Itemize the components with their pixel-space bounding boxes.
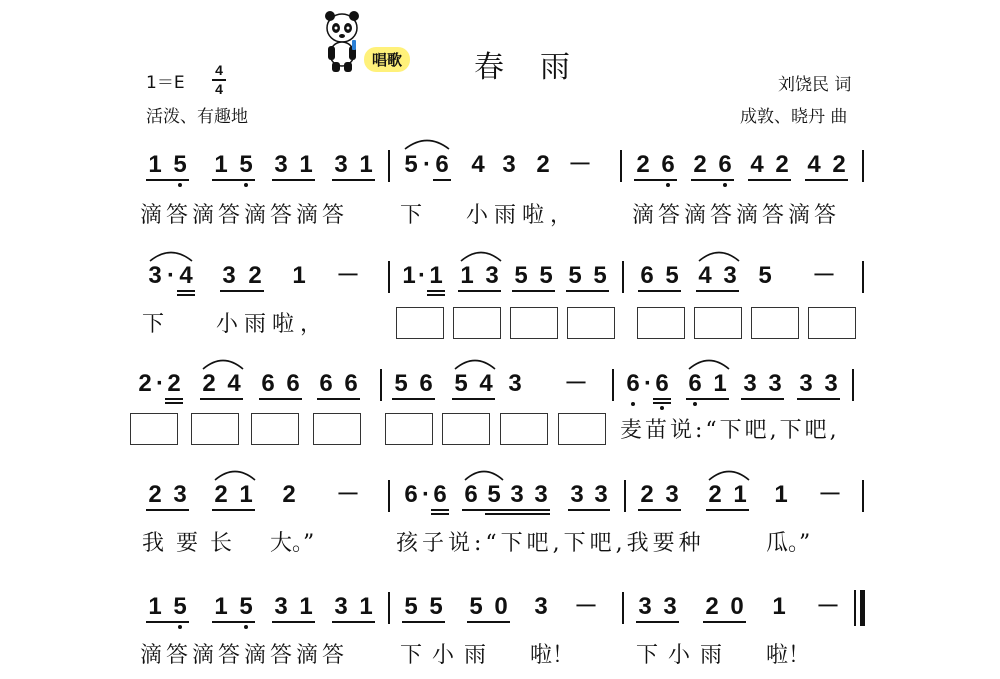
note: 2 [705, 593, 719, 620]
lyric: 下 [400, 203, 423, 228]
note: 5 [665, 262, 679, 289]
note: 5 [469, 593, 483, 620]
note: 1 [774, 481, 788, 508]
note: 1 [299, 151, 313, 178]
answer-box[interactable] [385, 413, 433, 445]
note: 2 [693, 151, 707, 178]
lyric: 啦！ [530, 643, 575, 668]
note: 3 [148, 262, 162, 289]
note: 2 [636, 151, 650, 178]
barline [624, 480, 626, 512]
note: 5 [404, 151, 418, 178]
answer-box[interactable] [558, 413, 606, 445]
note: 2 [708, 481, 722, 508]
dot: · [423, 151, 431, 178]
note: 6 [655, 370, 669, 397]
note: 1 [402, 262, 416, 289]
composer-credit: 成敦、晓丹 曲 [740, 107, 848, 127]
note: 1 [429, 262, 443, 289]
dot: · [156, 370, 164, 397]
note: 4 [698, 262, 712, 289]
dash: － [564, 370, 588, 397]
note: 3 [570, 481, 584, 508]
time-signature-top: 4 [215, 62, 223, 78]
note: 5 [539, 262, 553, 289]
note: 3 [534, 481, 548, 508]
note: 6 [319, 370, 333, 397]
note: 6 [718, 151, 732, 178]
barline [388, 592, 390, 624]
slur [149, 248, 193, 262]
note: 5 [568, 262, 582, 289]
note: 2 [775, 151, 789, 178]
lyric: 下小雨 [400, 643, 497, 668]
dash: － [812, 262, 836, 289]
note: 1 [148, 151, 162, 178]
answer-box[interactable] [251, 413, 299, 445]
note: 2 [536, 151, 550, 178]
note: 4 [750, 151, 764, 178]
dash: － [818, 481, 842, 508]
note: 2 [640, 481, 654, 508]
answer-box[interactable] [313, 413, 361, 445]
note: 3 [334, 151, 348, 178]
note: 6 [464, 481, 478, 508]
song-title: 春雨 [474, 50, 606, 85]
panda-mascot-icon [322, 8, 362, 74]
note: 5 [173, 151, 187, 178]
note: 3 [663, 593, 677, 620]
tempo-marking: 活泼、有趣地 [146, 107, 248, 127]
note: 5 [239, 151, 253, 178]
slur [688, 356, 730, 370]
slur [202, 356, 244, 370]
note: 3 [485, 262, 499, 289]
barline [852, 369, 854, 401]
note: 1 [214, 593, 228, 620]
note: 5 [758, 262, 772, 289]
note: 1 [299, 593, 313, 620]
note: 3 [768, 370, 782, 397]
note: 5 [454, 370, 468, 397]
answer-box[interactable] [808, 307, 856, 339]
lyric: 啦！ [766, 643, 811, 668]
note: 3 [334, 593, 348, 620]
answer-box[interactable] [396, 307, 444, 339]
dot: · [418, 262, 426, 289]
answer-box[interactable] [500, 413, 548, 445]
lyric: 大。” [270, 531, 315, 556]
note: 3 [534, 593, 548, 620]
slur [214, 467, 256, 481]
slur [708, 467, 750, 481]
note: 4 [479, 370, 493, 397]
note: 6 [433, 481, 447, 508]
note: 3 [173, 481, 187, 508]
note: 6 [419, 370, 433, 397]
note: 2 [148, 481, 162, 508]
dash: － [336, 481, 360, 508]
note: 1 [460, 262, 474, 289]
time-signature-bottom: 4 [215, 80, 223, 97]
note: 2 [167, 370, 181, 397]
note: 6 [344, 370, 358, 397]
final-barline [854, 590, 856, 626]
lyric: 滴答滴答滴答滴答 [140, 203, 349, 228]
note: 1 [772, 593, 786, 620]
note: 4 [471, 151, 485, 178]
note: 2 [138, 370, 152, 397]
note: 6 [640, 262, 654, 289]
note: 5 [239, 593, 253, 620]
note: 0 [494, 593, 508, 620]
barline [388, 261, 390, 293]
barline [862, 261, 864, 293]
slur [464, 467, 504, 481]
note: 6 [688, 370, 702, 397]
lyric: 小雨啦， [466, 203, 579, 228]
note: 3 [799, 370, 813, 397]
barline [612, 369, 614, 401]
barline [622, 261, 624, 293]
barline [620, 150, 622, 182]
key-signature: 1＝E [146, 73, 185, 93]
note: 6 [661, 151, 675, 178]
note: 3 [594, 481, 608, 508]
answer-box[interactable] [191, 413, 239, 445]
note: 2 [282, 481, 296, 508]
note: 3 [508, 370, 522, 397]
answer-box[interactable] [130, 413, 178, 445]
note: 3 [274, 151, 288, 178]
barline [380, 369, 382, 401]
note: 1 [292, 262, 306, 289]
time-signature [212, 63, 226, 97]
lyric: 下小雨 [636, 643, 733, 668]
note: 3 [723, 262, 737, 289]
dash: － [568, 151, 592, 178]
answer-box[interactable] [453, 307, 501, 339]
answer-box[interactable] [751, 307, 799, 339]
lyric: 我要长 [142, 531, 245, 556]
note: 1 [239, 481, 253, 508]
note: 5 [514, 262, 528, 289]
note: 2 [248, 262, 262, 289]
dash: － [574, 593, 598, 620]
note: 6 [261, 370, 275, 397]
answer-box[interactable] [442, 413, 490, 445]
note: 3 [222, 262, 236, 289]
note: 5 [429, 593, 443, 620]
dot: · [644, 370, 652, 397]
dash: － [816, 593, 840, 620]
answer-box[interactable] [567, 307, 615, 339]
note: 4 [807, 151, 821, 178]
note: 1 [359, 151, 373, 178]
dash: － [336, 262, 360, 289]
answer-box[interactable] [694, 307, 742, 339]
note: 2 [202, 370, 216, 397]
slur [460, 248, 502, 262]
note: 6 [404, 481, 418, 508]
note: 1 [148, 593, 162, 620]
note: 3 [510, 481, 524, 508]
barline [388, 150, 390, 182]
note: 6 [435, 151, 449, 178]
note: 4 [227, 370, 241, 397]
note: 5 [404, 593, 418, 620]
note: 1 [359, 593, 373, 620]
dot: · [422, 481, 430, 508]
barline [862, 480, 864, 512]
final-barline-thick [860, 590, 865, 626]
lyric: 孩子说:“下吧,下吧,我要种 [396, 531, 705, 556]
answer-box[interactable] [637, 307, 685, 339]
note: 2 [832, 151, 846, 178]
note: 3 [824, 370, 838, 397]
barline [622, 592, 624, 624]
note: 3 [743, 370, 757, 397]
note: 6 [286, 370, 300, 397]
slur [698, 248, 740, 262]
note: 6 [626, 370, 640, 397]
lyric: 麦苗说:“下吧,下吧, [620, 418, 840, 443]
lyricist-credit: 刘饶民 词 [778, 75, 852, 95]
note: 0 [730, 593, 744, 620]
lyric: 滴答滴答滴答滴答 [632, 203, 841, 228]
dot: · [167, 262, 175, 289]
note: 3 [665, 481, 679, 508]
note: 3 [274, 593, 288, 620]
barline [388, 480, 390, 512]
note: 5 [173, 593, 187, 620]
lyric: 瓜。” [766, 531, 811, 556]
slur [404, 136, 450, 150]
song-type-badge: 唱歌 [364, 47, 410, 72]
note: 1 [733, 481, 747, 508]
note: 1 [214, 151, 228, 178]
lyric: 滴答滴答滴答滴答 [140, 643, 349, 668]
note: 5 [487, 481, 501, 508]
note: 1 [713, 370, 727, 397]
note: 2 [214, 481, 228, 508]
note: 3 [638, 593, 652, 620]
lyric: 下 [142, 312, 165, 337]
note: 3 [502, 151, 516, 178]
note: 5 [394, 370, 408, 397]
answer-box[interactable] [510, 307, 558, 339]
barline [862, 150, 864, 182]
lyric: 小雨啦， [216, 312, 329, 337]
slur [454, 356, 496, 370]
note: 4 [179, 262, 193, 289]
note: 5 [593, 262, 607, 289]
